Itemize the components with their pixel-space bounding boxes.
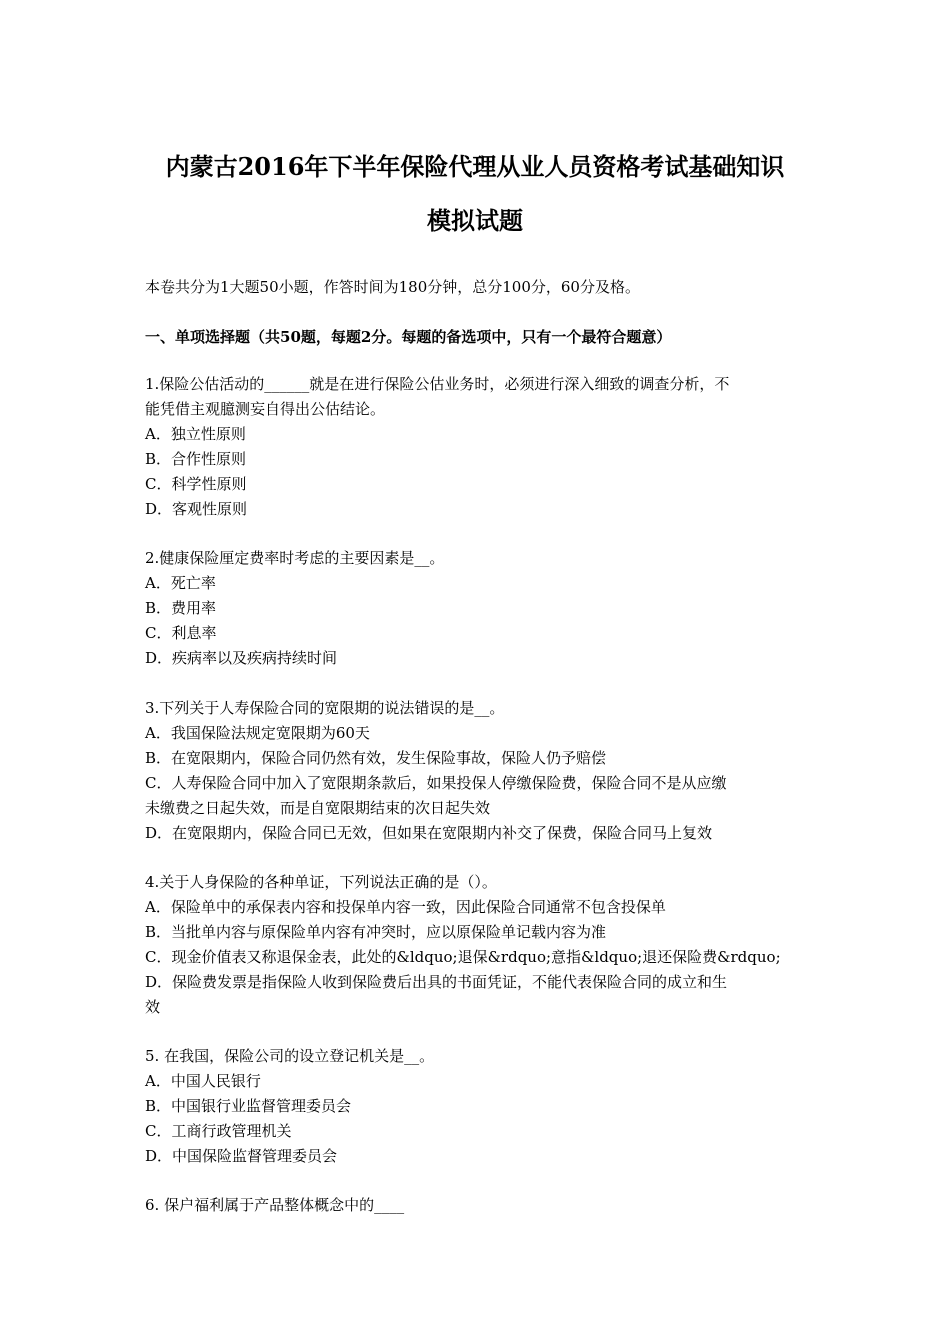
question-stem-line: 1.保险公估活动的______就是在进行保险公估业务时，必须进行深入细致的调查分析，不 [145,375,730,393]
option-c: C．现金价值表又称退保金表，此处的&ldquo;退保&rdquo;意指&ldquo;退还保险费&rdquo; [145,948,781,966]
option-c-continued: 未缴费之日起失效，而是自宽限期结束的次日起失效 [145,799,491,817]
option-a: A．中国人民银行 [145,1072,261,1090]
option-c: C．人寿保险合同中加入了宽限期条款后，如果投保人停缴保险费，保险合同不是从应缴 [145,774,727,792]
option-d: D．客观性原则 [145,500,248,518]
question-2 [145,546,810,671]
section-heading: 一、单项选择题（共50题，每题2分。每题的备选项中，只有一个最符合题意） [145,328,672,346]
option-b: B．中国银行业监督管理委员会 [145,1097,352,1115]
option-c: C．科学性原则 [145,475,247,493]
option-d: D．保险费发票是指保险人收到保险费后出具的书面凭证，不能代表保险合同的成立和生 [145,973,728,991]
option-a: A．死亡率 [145,574,216,592]
question-5 [145,1044,810,1169]
question-1 [145,372,810,522]
question-stem-line: 5. 在我国，保险公司的设立登记机关是__。 [145,1047,435,1065]
question-6 [145,1193,810,1218]
option-d: D．在宽限期内，保险合同已无效，但如果在宽限期内补交了保费，保险合同马上复效 [145,824,713,842]
option-c: C．工商行政管理机关 [145,1122,292,1140]
option-b: B．在宽限期内，保险合同仍然有效，发生保险事故，保险人仍予赔偿 [145,749,607,767]
question-stem-line: 能凭借主观臆测妄自得出公估结论。 [145,400,386,418]
option-c: C．利息率 [145,624,217,642]
option-b: B．合作性原则 [145,450,247,468]
question-3 [145,696,810,846]
question-stem-line: 2.健康保险厘定费率时考虑的主要因素是__。 [145,549,445,567]
question-stem-line: 6. 保户福利属于产品整体概念中的____ [145,1196,405,1214]
option-d: D．中国保险监督管理委员会 [145,1147,338,1165]
option-b: B．当批单内容与原保险单内容有冲突时，应以原保险单记载内容为准 [145,923,607,941]
question-4 [145,870,810,1020]
option-a: A．独立性原则 [145,425,246,443]
document-title-line-1: 内蒙古2016年下半年保险代理从业人员资格考试基础知识 [165,152,785,181]
option-b: B．费用率 [145,599,217,617]
option-a: A．我国保险法规定宽限期为60天 [145,724,370,742]
exam-intro: 本卷共分为1大题50小题，作答时间为180分钟，总分100分，60分及格。 [145,278,640,296]
question-stem-line: 4.关于人身保险的各种单证，下列说法正确的是（）。 [145,873,497,891]
option-d-continued: 效 [145,998,161,1016]
question-stem-line: 3.下列关于人寿保险合同的宽限期的说法错误的是__。 [145,699,505,717]
option-d: D．疾病率以及疾病持续时间 [145,649,338,667]
document-title-line-2: 模拟试题 [427,206,523,235]
option-a: A．保险单中的承保表内容和投保单内容一致，因此保险合同通常不包含投保单 [145,898,666,916]
